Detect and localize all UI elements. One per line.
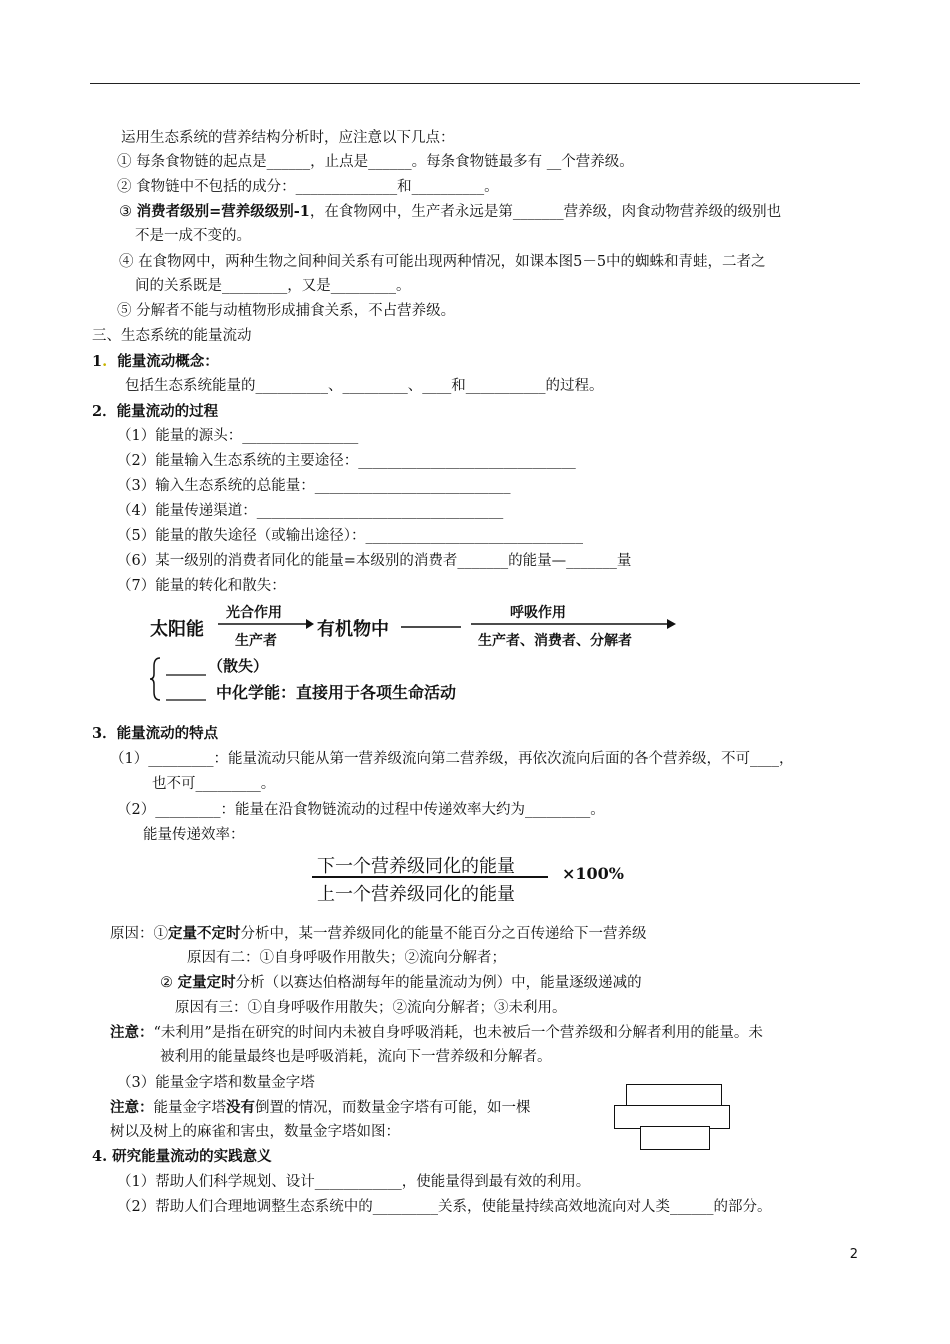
note-1-cont: 被利用的能量最终也是呼吸消耗，流向下一营养级和分解者。 xyxy=(160,1049,552,1065)
note-2-bold: 没有 xyxy=(226,1099,255,1116)
heading-2-text: 能量流动的过程 xyxy=(116,403,219,420)
reason-1-rest: 分析中，某一营养级同化的能量不能百分之百传递给下一营养级 xyxy=(240,926,647,942)
char-2: （2）_________：能量在沿食物链流动的过程中传递效率大约为_________。 xyxy=(117,802,605,818)
note-2-a: 能量金字塔 xyxy=(153,1100,226,1116)
reason-two: 原因有二：①自身呼吸作用散失；②流向分解者； xyxy=(187,950,506,966)
reason-1 xyxy=(110,924,647,944)
intro-line: 运用生态系统的营养结构分析时，应注意以下几点： xyxy=(121,130,455,146)
reason-2-rest: 分析（以赛达伯格湖每年的能量流动为例）中，能量逐级递减的 xyxy=(235,975,642,991)
point-5: ⑤ 分解者不能与动植物形成捕食关系，不占营养级。 xyxy=(117,303,456,319)
diagram-branch-1: （散失） xyxy=(208,657,269,675)
note-2-b: 倒置的情况，而数量金字塔有可能，如一棵 xyxy=(255,1100,531,1116)
fraction-times: ×100% xyxy=(562,864,625,883)
point-3-head: ③ xyxy=(119,204,137,220)
reason-2-head: ② xyxy=(160,975,173,991)
diagram-arrow2-top: 呼吸作用 xyxy=(510,605,566,621)
point-1: ① 每条食物链的起点是______，止点是______。每条食物链最多有 __个营养级。 xyxy=(117,154,634,170)
note-1-text: “未利用”是指在研究的时间内未被自身呼吸消耗，也未被后一个营养级和分解者利用的能量。未 xyxy=(153,1025,763,1041)
item-4: （4）能量传递渠道：__________________________________ xyxy=(117,503,504,519)
item-7: （7）能量的转化和散失： xyxy=(117,578,286,594)
diagram-arrow2-bottom: 生产者、消费者、分解者 xyxy=(478,633,632,649)
practice-2: （2）帮助人们合理地调整生态系统中的_________关系，使能量持续高效地流向对人类______的部分。 xyxy=(117,1199,772,1215)
reason-2-bold: 定量定时 xyxy=(177,974,236,991)
header-rule xyxy=(90,83,860,84)
diagram-organic: 有机物中 xyxy=(317,619,389,640)
reason-1-head: 原因：① xyxy=(110,926,168,942)
char-1-cont: 也不可_________。 xyxy=(152,776,276,792)
diagram-arrow1-bottom: 生产者 xyxy=(235,633,277,649)
section-3-title: 三、生态系统的能量流动 xyxy=(92,328,252,344)
reason-three: 原因有三：①自身呼吸作用散失；②流向分解者；③未利用。 xyxy=(175,1000,567,1016)
pyramid-bottom-bar xyxy=(640,1126,710,1150)
heading-1-body: 包括生态系统能量的__________、_________、____和___________的过程。 xyxy=(125,378,604,394)
item-3: （3）输入生态系统的总能量：___________________________ xyxy=(117,478,511,494)
point-3-cont: 不是一成不变的。 xyxy=(135,228,251,244)
char-3: （3）能量金字塔和数量金字塔 xyxy=(117,1075,315,1091)
point-4-cont: 间的关系既是_________，又是_________。 xyxy=(135,278,411,294)
diagram-arrow1-top: 光合作用 xyxy=(226,605,282,621)
point-3-bold: 消费者级别=营养级级别-1 xyxy=(136,203,310,220)
heading-3: 3．能量流动的特点 xyxy=(92,725,219,742)
heading-1 xyxy=(92,352,219,372)
reason-1-bold: 定量不定时 xyxy=(168,925,241,942)
note-1 xyxy=(110,1023,763,1043)
point-3-rest: ，在食物网中，生产者永远是第_______营养级，肉食动物营养级的级别也 xyxy=(309,204,782,220)
diagram-branch-2: 中化学能：直接用于各项生命活动 xyxy=(216,683,457,702)
note-2-cont: 树以及树上的麻雀和害虫，数量金字塔如图： xyxy=(110,1124,400,1140)
diagram-arrow1 xyxy=(218,618,314,630)
diagram-sun: 太阳能 xyxy=(150,619,204,640)
diagram-brace xyxy=(150,656,210,702)
fraction-numerator: 下一个营养级同化的能量 xyxy=(317,856,515,877)
practice-1: （1）帮助人们科学规划、设计____________，使能量得到最有效的利用。 xyxy=(117,1174,591,1190)
char-1: （1）_________：能量流动只能从第一营养级流向第二营养级，再依次流向后面的各个营养级，不可____， xyxy=(110,751,794,767)
point-3 xyxy=(119,202,781,222)
point-2: ② 食物链中不包括的成分：______________和__________。 xyxy=(117,179,499,195)
heading-2-num-text: 2． xyxy=(92,403,117,420)
fraction-denominator: 上一个营养级同化的能量 xyxy=(317,884,515,905)
heading-1-text: 能量流动概念： xyxy=(117,353,219,370)
heading-4: 4. 研究能量流动的实践意义 xyxy=(92,1148,272,1165)
point-4: ④ 在食物网中，两种生物之间种间关系有可能出现两种情况，如课本图5－5中的蜘蛛和青蛙，二者之 xyxy=(119,254,766,270)
item-6: （6）某一级别的消费者同化的能量=本级别的消费者_______的能量—_______量 xyxy=(117,553,632,569)
page-number: 2 xyxy=(849,1247,858,1262)
reason-2 xyxy=(160,973,642,993)
item-1: （1）能量的源头：________________ xyxy=(117,428,359,444)
heading-1-dot: . xyxy=(102,353,108,370)
fraction-bar xyxy=(312,876,548,878)
efficiency-label: 能量传递效率： xyxy=(143,827,245,843)
note-2 xyxy=(110,1098,531,1118)
item-5: （5）能量的散失途径（或输出途径）：______________________________ xyxy=(117,528,583,544)
item-2: （2）能量输入生态系统的主要途径：______________________________ xyxy=(117,453,576,469)
heading-2 xyxy=(92,402,218,422)
note-1-label: 注意： xyxy=(110,1024,154,1041)
note-2-label: 注意： xyxy=(110,1099,154,1116)
heading-1-num: 1 xyxy=(92,353,103,370)
